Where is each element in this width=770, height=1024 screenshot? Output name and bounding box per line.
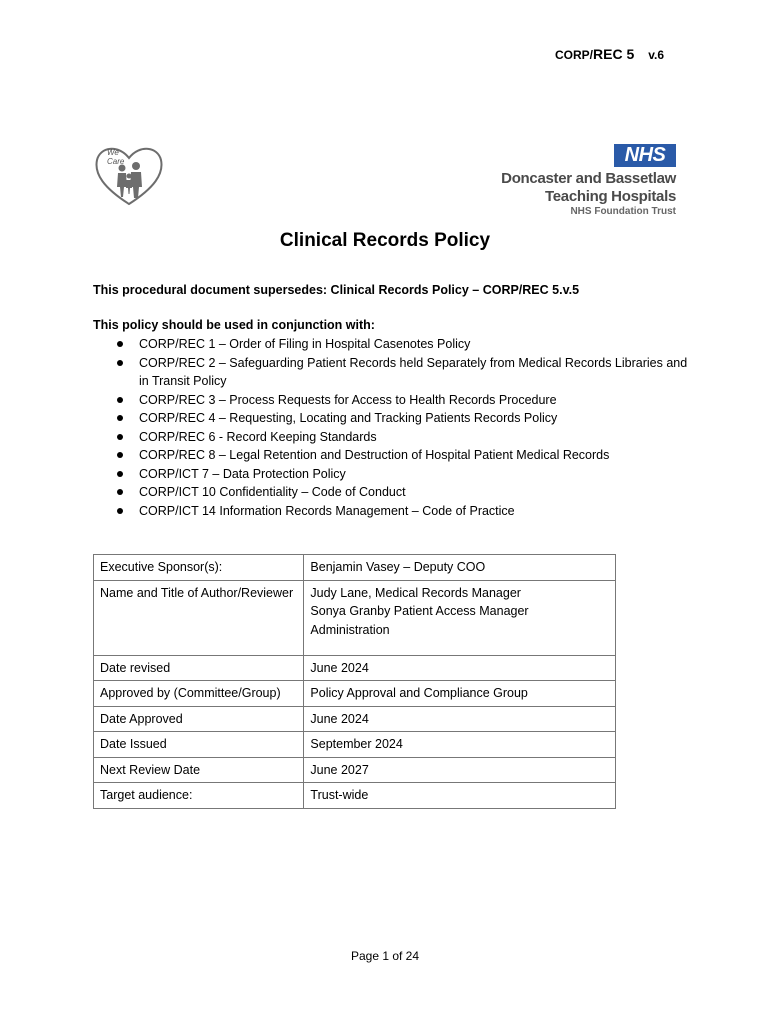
related-documents-list — [115, 335, 695, 520]
list-item: CORP/ICT 7 – Data Protection Policy — [115, 465, 695, 484]
table-row — [94, 655, 616, 681]
nhs-badge: NHS — [614, 144, 676, 167]
table-row — [94, 706, 616, 732]
list-item: CORP/REC 3 – Process Requests for Access to Health Records Procedure — [115, 391, 695, 410]
author-name: Judy Lane, Medical Records Manager — [310, 585, 521, 600]
table-value: June 2024 — [304, 706, 616, 732]
table-value: September 2024 — [304, 732, 616, 758]
document-reference — [555, 46, 664, 62]
table-label: Target audience: — [94, 783, 304, 809]
list-item: CORP/ICT 14 Information Records Management – Code of Practice — [115, 502, 695, 521]
we-care-text: We Care — [107, 148, 125, 166]
list-item: CORP/REC 1 – Order of Filing in Hospital Casenotes Policy — [115, 335, 695, 354]
foundation-trust-label: NHS Foundation Trust — [570, 206, 676, 217]
document-title: Clinical Records Policy — [279, 230, 491, 251]
list-item: CORP/REC 8 – Legal Retention and Destruction of Hospital Patient Medical Records — [115, 446, 695, 465]
reference-prefix: CORP/ — [555, 48, 594, 62]
conjunction-heading: This policy should be used in conjunction with: — [93, 318, 375, 332]
list-item: CORP/ICT 10 Confidentiality – Code of Conduct — [115, 483, 695, 502]
list-item: CORP/REC 2 – Safeguarding Patient Records held Separately from Medical Records Libraries and in Transit Policy — [115, 354, 695, 391]
table-row — [94, 783, 616, 809]
table-label: Date revised — [94, 655, 304, 681]
table-row — [94, 580, 616, 655]
nhs-trust-logo — [456, 144, 676, 218]
table-row — [94, 555, 616, 581]
table-label: Name and Title of Author/Reviewer — [94, 580, 304, 655]
version-label: v.6 — [648, 48, 665, 62]
reviewer-name: Sonya Granby Patient Access Manager Administration — [310, 604, 529, 637]
table-label: Date Approved — [94, 706, 304, 732]
list-item: CORP/REC 4 – Requesting, Locating and Tracking Patients Records Policy — [115, 409, 695, 428]
page-number: Page 1 of 24 — [350, 949, 420, 963]
table-row — [94, 732, 616, 758]
table-value: June 2024 — [304, 655, 616, 681]
table-label: Date Issued — [94, 732, 304, 758]
document-control-table — [93, 554, 616, 809]
table-row — [94, 681, 616, 707]
table-value: Trust-wide — [304, 783, 616, 809]
table-value: Benjamin Vasey – Deputy COO — [304, 555, 616, 581]
table-label: Approved by (Committee/Group) — [94, 681, 304, 707]
table-value: June 2027 — [304, 757, 616, 783]
organisation-name-line1: Doncaster and Bassetlaw — [501, 170, 676, 187]
organisation-name-line2: Teaching Hospitals — [544, 188, 676, 205]
table-value — [304, 580, 616, 655]
heart-family-icon — [92, 142, 166, 210]
table-row — [94, 757, 616, 783]
reference-code: REC 5 — [593, 46, 635, 62]
table-value: Policy Approval and Compliance Group — [304, 681, 616, 707]
table-label: Next Review Date — [94, 757, 304, 783]
table-label: Executive Sponsor(s): — [94, 555, 304, 581]
supersedes-statement: This procedural document supersedes: Clinical Records Policy – CORP/REC 5.v.5 — [93, 283, 580, 297]
list-item: CORP/REC 6 - Record Keeping Standards — [115, 428, 695, 447]
